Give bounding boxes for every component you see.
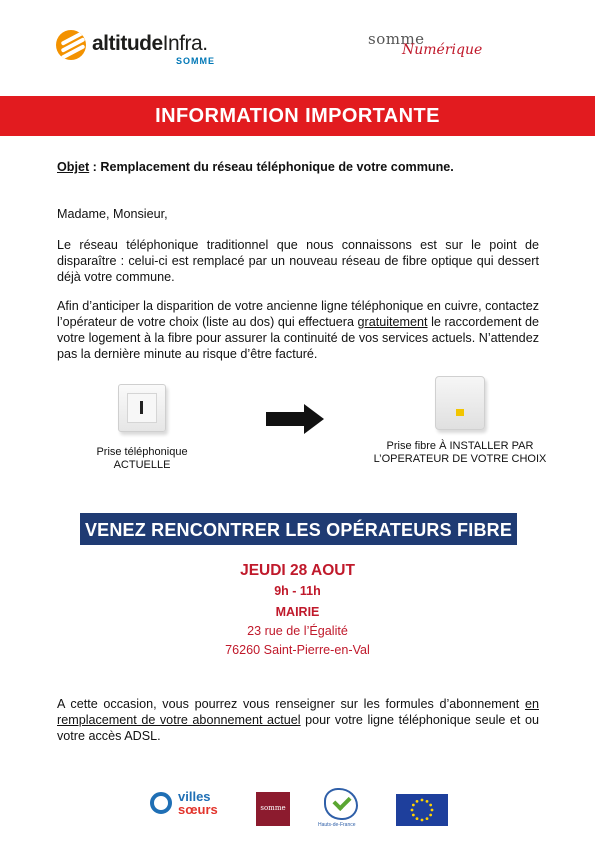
old-socket-caption <box>72 446 212 472</box>
eu-star-icon <box>426 817 429 820</box>
greeting: Madame, Monsieur, <box>57 207 168 221</box>
subject-line <box>57 160 537 174</box>
eu-star-icon <box>426 800 429 803</box>
fiber-socket-caption <box>350 440 570 466</box>
right-arrow-icon <box>266 404 326 434</box>
event-time: 9h - 11h <box>274 584 321 598</box>
meeting-title: VENEZ RENCONTRER LES OPÉRATEURS FIBRE <box>84 520 513 540</box>
para2-after: le raccordement de votre logement à la fibre pour assurer la continuité de vos services actuels. N’attendez pas la dernière minute au risque d’être facturé. <box>57 315 539 361</box>
logo-brand-main: altitude <box>92 32 163 55</box>
eu-star-icon <box>431 809 434 812</box>
eu-star-icon <box>416 800 419 803</box>
somme-badge-text: somme <box>260 804 286 812</box>
villes-text-1: villes <box>178 789 211 804</box>
old-caption-line-2: ACTUELLE <box>113 459 171 471</box>
subject-label: Objet <box>57 160 90 174</box>
event-date: JEUDI 28 AOUT <box>240 562 355 579</box>
eu-star-icon <box>411 809 414 812</box>
fiber-socket-image <box>435 376 485 430</box>
subject-text: : Remplacement du réseau téléphonique de votre commune. <box>89 160 454 174</box>
eu-star-icon <box>412 814 415 817</box>
eu-star-icon <box>429 804 432 807</box>
paragraph-intro: Le réseau téléphonique traditionnel que nous connaissons est sur le point de disparaître : celui-ci est remplacé par un nouveau réseau de fibre optique qui dessert déjà votre commune. <box>57 238 539 284</box>
somme-department-logo <box>256 792 290 826</box>
page-title: INFORMATION IMPORTANTE <box>155 105 440 127</box>
altitude-infra-logo <box>56 28 231 68</box>
logo-brand-sub: SOMME <box>176 56 216 66</box>
hdf-label: Hauts-de-France <box>318 822 356 828</box>
villes-e-icon <box>150 792 172 814</box>
event-place: MAIRIE <box>275 605 320 619</box>
para3-emphasis: en remplacement de votre abonnement actuel <box>57 697 539 727</box>
logo-brand-suffix: Infra. <box>162 32 208 55</box>
hauts-de-france-logo <box>318 786 364 832</box>
partner-top-text: somme <box>368 30 425 48</box>
altitude-swirl-icon <box>56 30 86 60</box>
eu-star-icon <box>412 804 415 807</box>
partner-script-text: Numérique <box>402 42 483 58</box>
title-banner <box>0 96 595 136</box>
para3-before: A cette occasion, vous pourrez vous renseigner sur les formules d’abonnement <box>57 697 525 711</box>
phone-socket-image <box>118 384 166 432</box>
meeting-banner <box>80 513 517 545</box>
eu-star-icon <box>421 819 424 822</box>
eu-star-icon <box>416 817 419 820</box>
region-map-icon <box>324 788 358 820</box>
para2-before: Afin d’anticiper la disparition de votre ancienne ligne téléphonique en cuivre, contactez l’opérateur de votre choix (liste au dos) qui effectuera <box>57 299 539 329</box>
villes-soeurs-logo <box>150 788 228 824</box>
eu-flag-icon <box>396 794 448 826</box>
old-caption-line-1: Prise téléphonique <box>96 446 188 458</box>
event-city: 76260 Saint-Pierre-en-Val <box>225 643 370 657</box>
para3-after: pour votre ligne téléphonique seule et ou votre accès ADSL. <box>57 713 539 743</box>
villes-text-2: sœurs <box>178 802 218 817</box>
fiber-caption-line-2: L’OPERATEUR DE VOTRE CHOIX <box>373 453 547 465</box>
paragraph-closing <box>57 696 539 744</box>
eu-star-icon <box>429 814 432 817</box>
paragraph-action <box>57 298 539 362</box>
fiber-caption-line-1: Prise fibre À INSTALLER PAR <box>386 440 534 452</box>
somme-numerique-logo <box>368 30 508 66</box>
event-street: 23 rue de l’Égalité <box>247 624 348 638</box>
eu-star-icon <box>421 799 424 802</box>
para2-emphasis: gratuitement <box>357 315 428 329</box>
